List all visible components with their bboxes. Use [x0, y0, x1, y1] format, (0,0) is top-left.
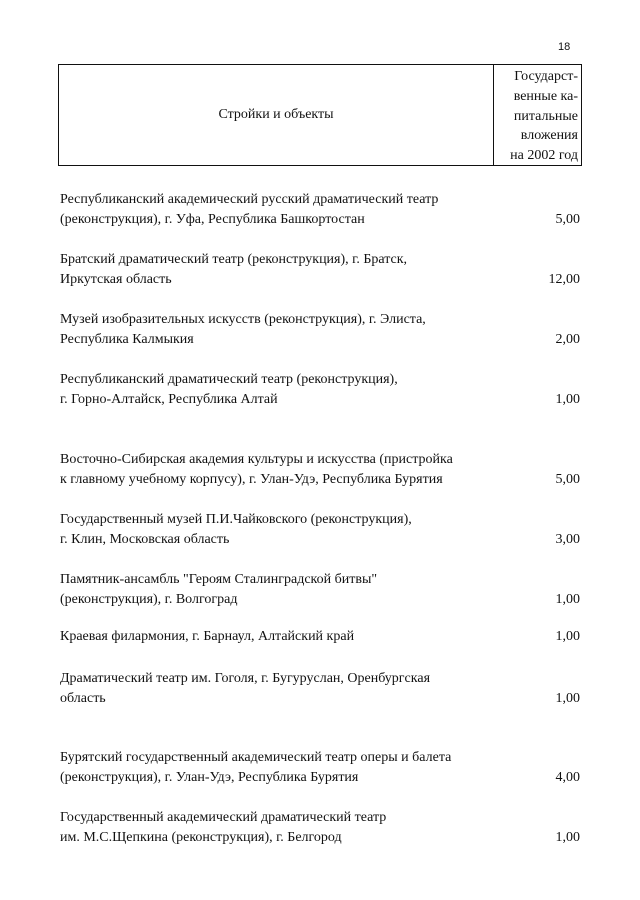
- investment-value: 2,00: [555, 332, 580, 347]
- header-investment-line: Государст-: [514, 69, 578, 84]
- investment-value: 1,00: [555, 392, 580, 407]
- investment-value: 1,00: [555, 691, 580, 706]
- object-description-line: Республиканский драматический театр (реконструкция),: [60, 372, 398, 387]
- object-description-line: г. Клин, Московская область: [60, 532, 230, 547]
- investment-value: 1,00: [555, 629, 580, 644]
- object-description: [60, 370, 520, 410]
- object-description-line: Восточно-Сибирская академия культуры и искусства (пристройка: [60, 452, 453, 467]
- object-description-line: (реконструкция), г. Улан-Удэ, Республика Бурятия: [60, 770, 359, 785]
- object-description: [60, 190, 520, 230]
- object-description-line: им. М.С.Щепкина (реконструкция), г. Белгород: [60, 830, 342, 845]
- object-description-line: область: [60, 691, 106, 706]
- object-description-line: Государственный музей П.И.Чайковского (реконструкция),: [60, 512, 412, 527]
- header-objects-column: Стройки и объекты: [59, 65, 494, 165]
- object-description: [60, 627, 520, 647]
- investment-value: 1,00: [555, 592, 580, 607]
- object-description-line: Музей изобразительных искусств (реконструкция), г. Элиста,: [60, 312, 426, 327]
- investment-value: 12,00: [548, 272, 580, 287]
- object-description: [60, 748, 520, 788]
- object-description: [60, 570, 520, 610]
- object-description-line: г. Горно-Алтайск, Республика Алтай: [60, 392, 278, 407]
- object-description-line: Государственный академический драматический театр: [60, 810, 387, 825]
- investment-value: 4,00: [555, 770, 580, 785]
- object-description-line: Иркутская область: [60, 272, 172, 287]
- investment-value: 1,00: [555, 830, 580, 845]
- table-header: [58, 64, 582, 166]
- object-description-line: Памятник-ансамбль "Героям Сталинградской битвы": [60, 572, 378, 587]
- page-number: 18: [558, 41, 571, 53]
- header-investment-line: венные ка-: [513, 88, 578, 104]
- object-description-line: Краевая филармония, г. Барнаул, Алтайский край: [60, 629, 355, 644]
- object-description-line: Бурятский государственный академический театр оперы и балета: [60, 750, 452, 765]
- header-investment-line: питальные: [513, 108, 578, 124]
- object-description: [60, 450, 520, 490]
- investment-value: 3,00: [555, 532, 580, 547]
- header-investment-column: [494, 65, 581, 165]
- object-description-line: (реконструкция), г. Уфа, Республика Башкортостан: [60, 212, 365, 227]
- object-description-line: Братский драматический театр (реконструкция), г. Братск,: [60, 252, 408, 267]
- object-description: [60, 250, 520, 290]
- object-description-line: (реконструкция), г. Волгоград: [60, 592, 238, 607]
- object-description-line: Республика Калмыкия: [60, 332, 194, 347]
- object-description: [60, 310, 520, 350]
- object-description: [60, 808, 520, 848]
- header-investment-line: вложения: [520, 128, 578, 144]
- object-description-line: Драматический театр им. Гоголя, г. Бугуруслан, Оренбургская: [60, 671, 431, 686]
- object-description-line: к главному учебному корпусу), г. Улан-Удэ, Республика Бурятия: [60, 472, 443, 487]
- investment-value: 5,00: [555, 212, 580, 227]
- object-description: [60, 510, 520, 550]
- investment-value: 5,00: [555, 472, 580, 487]
- object-description-line: Республиканский академический русский драматический театр: [60, 192, 439, 207]
- object-description: [60, 669, 520, 709]
- header-investment-line: на 2002 год: [510, 148, 578, 164]
